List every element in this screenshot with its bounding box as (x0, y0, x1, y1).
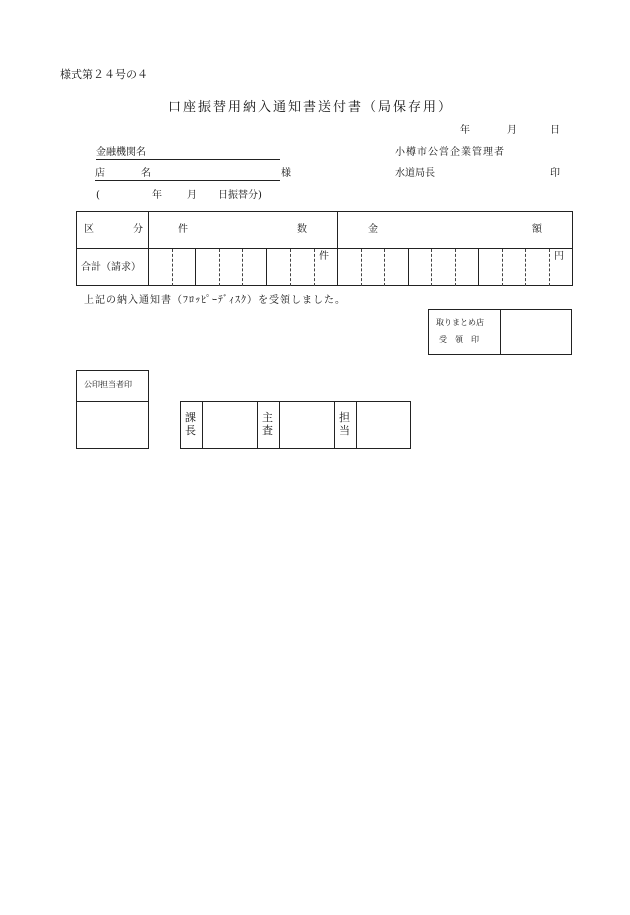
approval-chief-label-1: 課 (185, 411, 196, 424)
branch-label-1: 店 (95, 168, 105, 179)
count-digit-divider (172, 249, 173, 286)
approval-staff-label-2: 当 (339, 424, 350, 437)
approval-divider (257, 401, 258, 449)
collector-label-2: 受 領 印 (439, 335, 479, 344)
receipt-statement: 上記の納入通知書（ﾌﾛｯﾋﾟｰﾃﾞｨｽｸ）を受領しました。 (84, 295, 346, 306)
transfer-date-month: 月 (187, 190, 197, 201)
date-year-label: 年 (460, 125, 470, 136)
page-title: 口座振替用納入通知書送付書（局保存用） (168, 100, 454, 115)
count-digit-divider (242, 249, 243, 286)
amount-digit-divider (455, 249, 456, 286)
amount-digit-divider (431, 249, 432, 286)
table-col-divider-label (148, 211, 149, 286)
bank-name-label: 金融機関名 (96, 147, 146, 158)
transfer-date-year: 年 (152, 190, 162, 201)
count-digit-divider (290, 249, 291, 286)
honorific: 様 (281, 168, 291, 179)
public-seal-label: 公印担当者印 (84, 380, 132, 389)
count-unit: 件 (319, 251, 329, 262)
approval-chief-label-2: 長 (185, 424, 196, 437)
header-count-1: 件 (178, 224, 188, 235)
approval-stamps (180, 401, 411, 449)
amount-digit-divider (502, 249, 503, 286)
amount-digit-divider (525, 249, 526, 286)
transfer-date-open: ( (96, 190, 100, 201)
approval-divider (334, 401, 335, 449)
approval-divider (202, 401, 203, 449)
sender-title: 小樽市公営企業管理者 (395, 147, 505, 158)
count-digit-divider (219, 249, 220, 286)
header-amount-1: 金 (368, 224, 378, 235)
collector-receipt-divider (500, 309, 501, 355)
row-label-total: 合計（請求） (81, 262, 141, 273)
header-category-2: 分 (133, 224, 143, 235)
date-day-label: 日 (550, 125, 560, 136)
approval-staff-label (339, 411, 350, 437)
approval-divider (356, 401, 357, 449)
branch-label-2: 名 (141, 168, 151, 179)
date-month-label: 月 (507, 125, 517, 136)
amount-unit: 円 (554, 251, 564, 262)
sender-name: 水道局長 (395, 168, 435, 179)
summary-table-header-divider (76, 248, 573, 249)
table-col-divider-count (337, 211, 338, 286)
count-digit-divider (314, 249, 315, 286)
form-number: 様式第２４号の４ (60, 68, 148, 81)
sender-seal-label: 印 (550, 168, 560, 179)
amount-digit-divider (361, 249, 362, 286)
header-category-1: 区 (84, 224, 94, 235)
amount-digit-divider (549, 249, 550, 286)
header-amount-2: 額 (532, 224, 542, 235)
count-digit-divider (195, 249, 196, 286)
collector-label-1: 取りまとめ店 (436, 318, 484, 327)
transfer-date-rest: 日振替分) (218, 190, 262, 201)
approval-supervisor-label (262, 411, 273, 437)
branch-name-underline (95, 180, 280, 181)
approval-supervisor-label-2: 査 (262, 424, 273, 437)
approval-staff-label-1: 担 (339, 411, 350, 424)
amount-digit-divider (384, 249, 385, 286)
public-seal-divider (76, 401, 149, 402)
approval-divider (279, 401, 280, 449)
header-count-2: 数 (297, 224, 307, 235)
bank-name-underline (96, 159, 280, 160)
amount-digit-divider (408, 249, 409, 286)
count-digit-divider (266, 249, 267, 286)
approval-chief-label (185, 411, 196, 437)
approval-supervisor-label-1: 主 (262, 411, 273, 424)
amount-digit-divider (478, 249, 479, 286)
